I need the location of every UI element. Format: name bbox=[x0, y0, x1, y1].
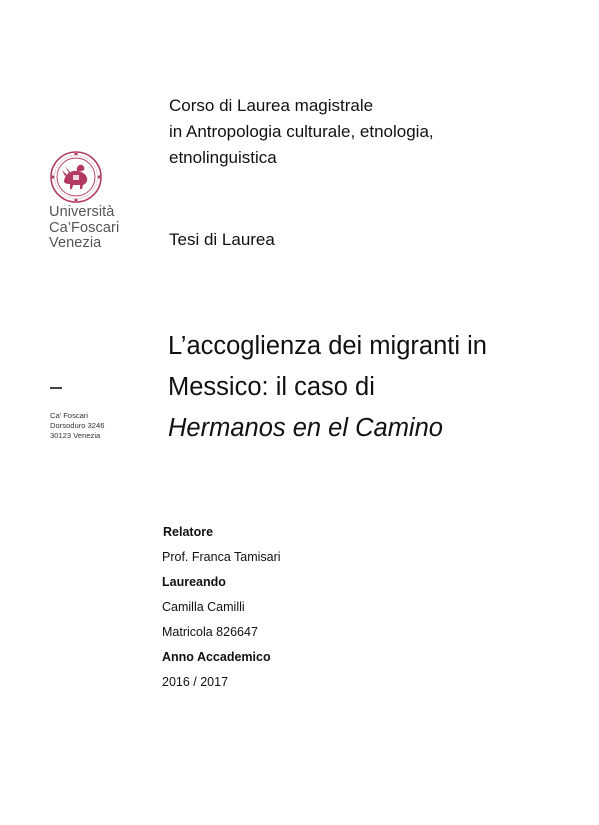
thesis-label: Tesi di Laurea bbox=[169, 230, 275, 249]
university-seal-icon bbox=[49, 150, 103, 204]
address-line: Dorsoduro 3246 bbox=[50, 421, 105, 430]
title-line-italic: Hermanos en el Camino bbox=[168, 414, 443, 442]
thesis-title bbox=[168, 326, 487, 449]
university-name-line: Università bbox=[49, 204, 115, 220]
divider-dash bbox=[50, 387, 62, 389]
university-name-line: Venezia bbox=[49, 235, 102, 251]
address-line: 30123 Venezia bbox=[50, 431, 101, 440]
candidate-label: Laureando bbox=[162, 575, 226, 589]
year-label: Anno Accademico bbox=[162, 650, 271, 664]
course-line: etnolinguistica bbox=[169, 148, 277, 167]
course-line: Corso di Laurea magistrale bbox=[169, 96, 374, 115]
university-name bbox=[49, 205, 119, 252]
address-line: Ca’ Foscari bbox=[50, 411, 89, 420]
thesis-info bbox=[162, 520, 281, 695]
year-value: 2016 / 2017 bbox=[162, 675, 229, 689]
university-address bbox=[50, 411, 104, 441]
candidate-name: Camilla Camilli bbox=[162, 600, 245, 614]
candidate-id: Matricola 826647 bbox=[162, 625, 258, 639]
title-line: Messico: il caso di bbox=[168, 373, 375, 401]
course-name bbox=[169, 93, 434, 171]
course-line: in Antropologia culturale, etnologia, bbox=[169, 122, 434, 141]
university-name-line: Ca’Foscari bbox=[49, 219, 120, 236]
title-line: L’accoglienza dei migranti in bbox=[168, 332, 487, 360]
supervisor-name: Prof. Franca Tamisari bbox=[162, 550, 281, 564]
supervisor-label: Relatore bbox=[163, 525, 214, 539]
